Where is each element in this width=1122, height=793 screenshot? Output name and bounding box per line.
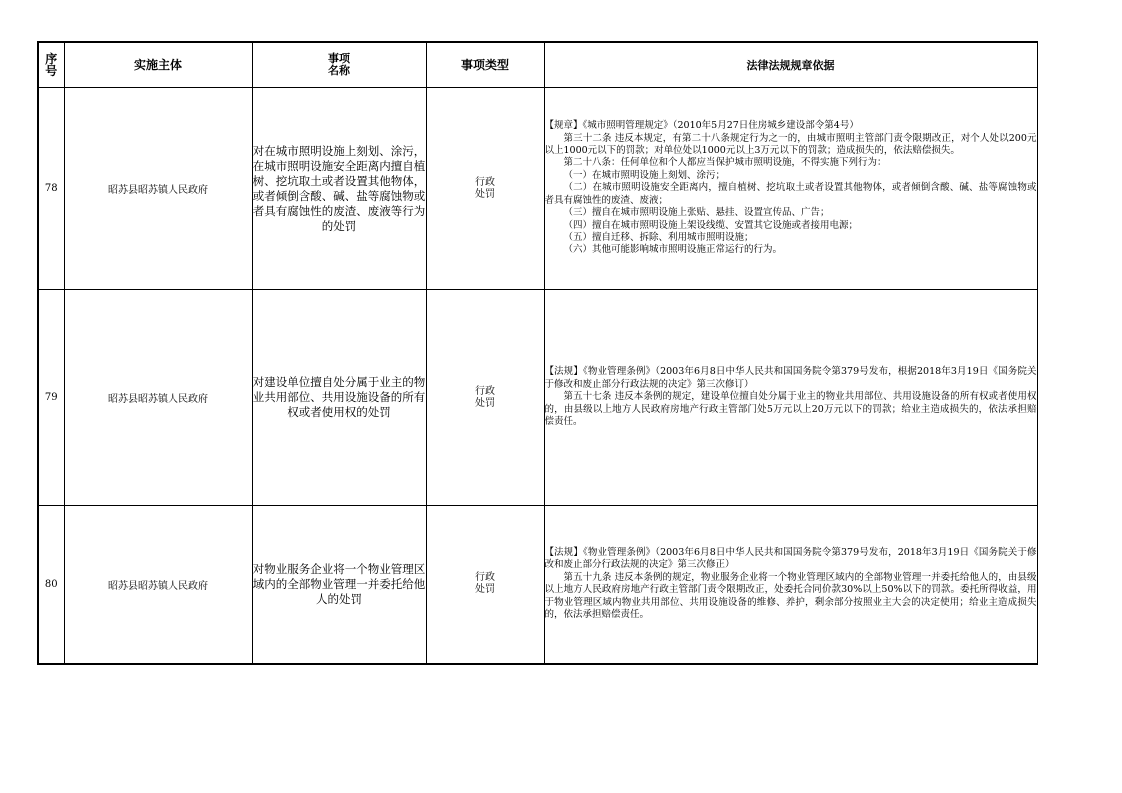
- basis-clause: （五）擅自迁移、拆除、利用城市照明设施；: [563, 231, 754, 243]
- row-type-line2: 处罚: [475, 397, 495, 409]
- row-item-type: [426, 88, 544, 290]
- basis-clause: （六）其他可能影响城市照明设施正常运行的行为。: [563, 244, 783, 256]
- row-basis: [544, 88, 1037, 290]
- basis-article: 第三十二条 违反本规定，有第二十八条规定行为之一的，由城市照明主管部门责令限期改正，对个人处以200元以上1000元以下的罚款；对单位处以1000元以上3万元以下的罚款；造成损失的，依法赔偿损失。: [544, 132, 1037, 157]
- row-item-name: 对在城市照明设施上刻划、涂污，在城市照明设施安全距离内擅自植树、挖坑取土或者设置其他物体，或者倾倒含酸、碱、盐等腐蚀物或者具有腐蚀性的废渣、废液等行为的处罚: [252, 88, 426, 290]
- header-seq-line2: 号: [45, 64, 58, 78]
- basis-source: 【法规】《物业管理条例》（2003年6月8日中华人民共和国国务院令第379号发布，根据2018年3月19日《国务院关于修改和废止部分行政法规的决定》第三次修订）: [544, 366, 1037, 390]
- header-item-name-line1: 事项: [328, 52, 350, 65]
- row-subject: 昭苏县昭苏镇人民政府: [64, 506, 252, 664]
- header-seq: [38, 42, 64, 88]
- header-item-type: 事项类型: [426, 42, 544, 88]
- basis-source: 【法规】《物业管理条例》（2003年6月8日中华人民共和国国务院令第379号发布，2018年3月19日《国务院关于修改和废止部分行政法规的决定》第三次修正）: [544, 547, 1037, 571]
- header-row: [38, 42, 1037, 88]
- row-item-name: 对物业服务企业将一个物业管理区域内的全部物业管理一并委托给他人的处罚: [252, 506, 426, 664]
- row-item-name: 对建设单位擅自处分属于业主的物业共用部位、共用设施设备的所有权或者使用权的处罚: [252, 290, 426, 506]
- row-type-line1: 行政: [475, 176, 495, 188]
- table-row: [38, 290, 1037, 506]
- header-subject: 实施主体: [64, 42, 252, 88]
- basis-clause: （二）在城市照明设施安全距离内，擅自植树、挖坑取土或者设置其他物体，或者倾倒含酸、碱、盐等腐蚀物或者具有腐蚀性的废渣、废液；: [544, 182, 1037, 206]
- row-seq: 79: [38, 290, 64, 506]
- row-basis: [544, 506, 1037, 664]
- basis-article: 第二十八条：任何单位和个人都应当保护城市照明设施，不得实施下列行为：: [563, 157, 887, 169]
- header-seq-line1: 序: [45, 52, 58, 66]
- row-item-type: [426, 290, 544, 506]
- row-type-line2: 处罚: [475, 188, 495, 200]
- basis-article: 第五十七条 违反本条例的规定，建设单位擅自处分属于业主的物业共用部位、共用设施设备的所有权或者使用权的，由县级以上地方人民政府房地产行政主管部门处5万元以上20万元以下的罚款；给业主造成损失的，依法承担赔偿责任。: [544, 391, 1037, 428]
- row-basis: [544, 290, 1037, 506]
- basis-article: 第五十九条 违反本条例的规定，物业服务企业将一个物业管理区域内的全部物业管理一并委托给他人的，由县级以上地方人民政府房地产行政主管部门责令限期改正，处委托合同价款30%以上50%以下的罚款。委托所得收益，用于物业管理区域内物业共用部位、共用设施设备的维修、养护，剩余部分按照业主大会的决定使用；给业主造成损失的，依法承担赔偿责任。: [544, 571, 1037, 621]
- table-row: [38, 88, 1037, 290]
- enforcement-table: [37, 41, 1038, 665]
- row-item-type: [426, 506, 544, 664]
- table-row: [38, 506, 1037, 664]
- row-seq: 78: [38, 88, 64, 290]
- row-type-line1: 行政: [475, 385, 495, 397]
- header-basis: 法律法规规章依据: [544, 42, 1037, 88]
- row-seq: 80: [38, 506, 64, 664]
- header-item-name: [252, 42, 426, 88]
- basis-clause: （一）在城市照明设施上刻划、涂污；: [563, 169, 726, 181]
- basis-source: 【规章】《城市照明管理规定》（2010年5月27日住房城乡建设部令第4号）: [544, 120, 859, 132]
- row-subject: 昭苏县昭苏镇人民政府: [64, 290, 252, 506]
- basis-clause: （四）擅自在城市照明设施上架设线缆、安置其它设施或者接用电源；: [563, 219, 859, 231]
- row-type-line1: 行政: [475, 572, 495, 584]
- basis-clause: （三）擅自在城市照明设施上张贴、悬挂、设置宣传品、广告；: [563, 207, 830, 219]
- row-type-line2: 处罚: [475, 584, 495, 596]
- row-subject: 昭苏县昭苏镇人民政府: [64, 88, 252, 290]
- header-item-name-line2: 名称: [328, 64, 350, 77]
